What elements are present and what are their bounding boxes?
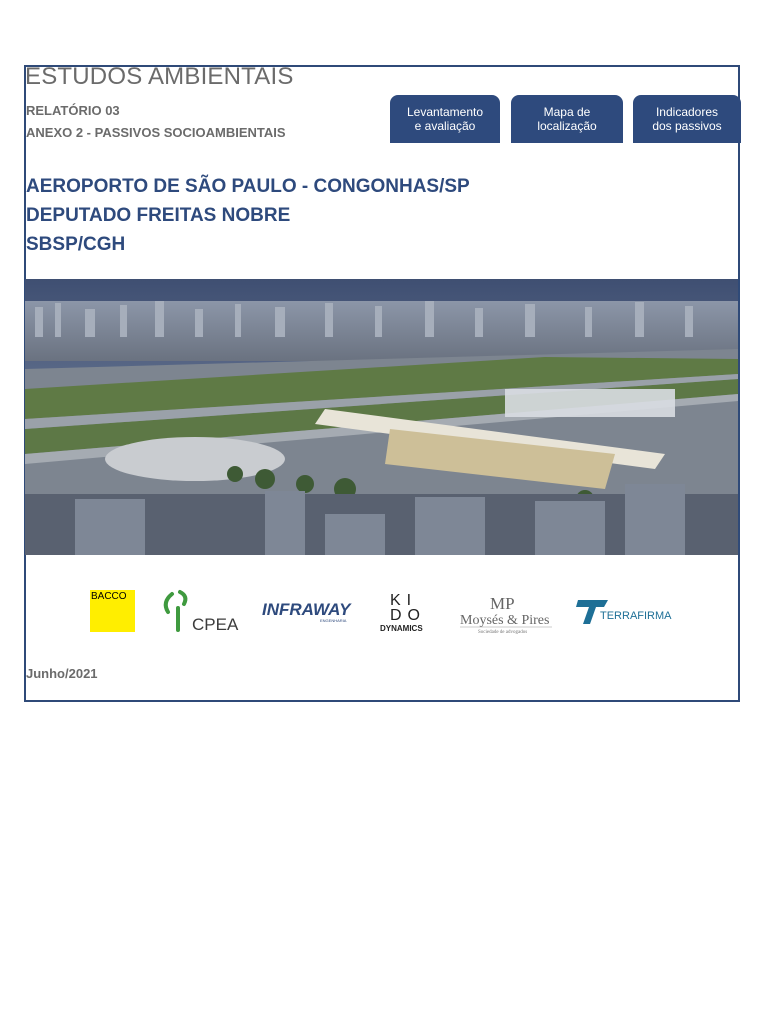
airport-name: AEROPORTO DE SÃO PAULO - CONGONHAS/SP <box>26 176 470 197</box>
kido-top: KI <box>390 592 418 609</box>
report-number: RELATÓRIO 03 <box>26 103 120 118</box>
infraway-logo <box>262 600 352 623</box>
moyses-mark: MP <box>490 594 515 613</box>
mapa-button[interactable] <box>511 95 623 143</box>
kido-logo <box>380 592 426 633</box>
airport-honoree: DEPUTADO FREITAS NOBRE <box>26 205 291 226</box>
kido-bottom: DO <box>390 607 426 624</box>
terrafirma-text: TERRAFIRMA <box>600 610 672 622</box>
page-title: ESTUDOS AMBIENTAIS <box>25 63 294 90</box>
infraway-text: INFRAWAY <box>262 600 351 619</box>
levantamento-button[interactable] <box>390 95 500 143</box>
airport-code: SBSP/CGH <box>26 234 126 255</box>
partner-logos <box>80 580 680 640</box>
indicadores-label-1: Indicadores <box>655 105 719 119</box>
levantamento-label-1: Levantamento <box>406 105 484 119</box>
moyses-text: Moysés & Pires <box>460 613 550 628</box>
mapa-label-2: localização <box>537 119 597 133</box>
indicadores-button[interactable] <box>633 95 741 143</box>
indicadores-label-2: dos passivos <box>652 119 722 133</box>
airport-aerial-photo <box>25 279 738 555</box>
moyses-sub: Sociedade de advogados <box>478 630 528 635</box>
report-date: Junho/2021 <box>26 666 98 681</box>
mapa-label-1: Mapa de <box>543 105 591 119</box>
cpea-logo <box>166 592 239 634</box>
infraway-sub: ENGENHARIA <box>320 618 347 623</box>
annex-title: ANEXO 2 - PASSIVOS SOCIOAMBIENTAIS <box>26 125 286 140</box>
bacco-logo <box>90 590 135 632</box>
kido-sub: DYNAMICS <box>380 624 423 633</box>
moyses-pires-logo <box>460 594 552 635</box>
bacco-text: BACCO <box>91 591 127 602</box>
terrafirma-logo <box>576 600 672 624</box>
levantamento-label-2: e avaliação <box>414 119 476 133</box>
cpea-text: CPEA <box>192 615 239 634</box>
